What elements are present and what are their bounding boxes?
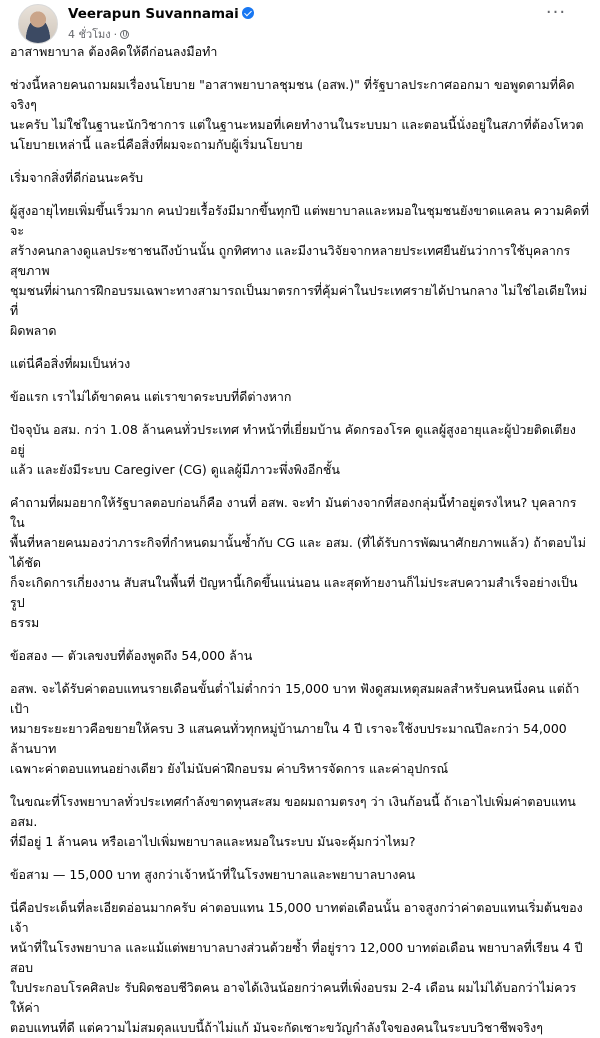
paragraph-compensation: นี่คือประเด็นที่ละเอียดอ่อนมากครับ ค่าตอบแทน 15,000 บาทต่อเดือนนั้น อาจสูงกว่าค่าตอบแทนเริ่มต้นของเจ้า หน้าที่ในโรงพยาบาล และแม้แต่พยาบาลบางส่วนด้วยซ้ำ ที่อยู่ราว 12,000 บาทต่อเดือน พยาบาลที่เรียน 4 ปี สอบ ใบประกอบโรคศิลปะ รับผิดชอบชีวิตคน อาจได้เงินน้อยกว่าคนที่เพิ่งอบรม 2-4 เดือน ผมไม่ได้บอกว่าไม่ควรให้ค่า ตอบแทนที่ดี แต่ความไม่สมดุลแบบนี้ถ้าไม่แก้ มันจะกัดเซาะขวัญกำลังใจของคนในระบบวิชาชีพจริงๆ [10, 900, 583, 1035]
paragraph-aging: ผู้สูงอายุไทยเพิ่มขึ้นเร็วมาก คนป่วยเรื้อรังมีมากขึ้นทุกปี แต่พยาบาลและหมอในชุมชนยังขาดแคลน ความคิดที่จะ สร้างคนกลางดูแลประชาชนถึงบ้านนั้น ถูกทิศทาง และมีงานวิจัยจากหลายประเทศยืนยันว่าการใช้บุคลากรสุขภาพ ชุมชนที่ผ่านการฝึกอบรมเฉพาะทางสามารถเป็นมาตรการที่คุ้มค่าในประเทศรายได้ปานกลาง ไม่ใช่ไอเดียใหม่ที่ ผิดพลาด [10, 203, 590, 338]
avatar[interactable] [18, 4, 58, 44]
author-name-text[interactable]: Veerapun Suvannamai [68, 6, 239, 22]
meta-separator: · [113, 28, 118, 41]
post-time[interactable]: 4 ชั่วโมง [68, 28, 111, 41]
paragraph-hospitals: ในขณะที่โรงพยาบาลทั่วประเทศกำลังขาดทุนสะสม ขอผมถามตรงๆ ว่า เงินก้อนนี้ ถ้าเอาไปเพิ่มค่าตอบแทน อสม. ที่มีอยู่ 1 ล้านคน หรือเอาไปเพิ่มพยาบาลและหมอในระบบ มันจะคุ้มกว่าไหม? [10, 794, 576, 849]
more-options-button[interactable]: ··· [545, 2, 567, 23]
post-body [10, 42, 590, 1038]
paragraph-concern: แต่นี่คือสิ่งที่ผมเป็นห่วง [10, 356, 131, 371]
post-meta [68, 25, 129, 43]
paragraph-intro: ช่วงนี้หลายคนถามผมเรื่องนโยบาย "อาสาพยาบาลชุมชน (อสพ.)" ที่รัฐบาลประกาศออกมา ขอพูดตามที่คิดจริงๆ นะครับ ไม่ใช่ในฐานะนักวิชาการ แต่ในฐานะหมอที่เคยทำงานในระบบมา และตอนนี้นั่งอยู่ในสภาที่ต้องโหวต นโยบายเหล่านี้ และนี่คือสิ่งที่ผมจะถามกับผู้เริ่มนโยบาย [10, 77, 584, 152]
paragraph-point-three: ข้อสาม — 15,000 บาท สูงกว่าเจ้าหน้าที่ในโรงพยาบาลและพยาบาลบางคน [10, 867, 416, 882]
paragraph-point-one: ข้อแรก เราไม่ได้ขาดคน แต่เราขาดระบบที่ดีต่างหาก [10, 389, 292, 404]
post-header [10, 0, 590, 44]
paragraph-good-start: เริ่มจากสิ่งที่ดีก่อนนะครับ [10, 170, 144, 185]
paragraph-question: คำถามที่ผมอยากให้รัฐบาลตอบก่อนก็คือ งานที่ อสพ. จะทำ มันต่างจากที่สองกลุ่มนี้ทำอยู่ตรงไหน? บุคลากรใน พื้นที่หลายคนมองว่าภาระกิจที่กำหนดมานั้นซ้ำกับ CG และ อสม. (ที่ได้รับการพัฒนาศักยภาพแล้ว) ถ้าตอบไม่ได้ชัด ก็จะเกิดการเกี่ยงงาน สับสนในพื้นที่ ปัญหานี้เกิดขึ้นแน่นอน และสุดท้ายงานก็ไม่ประสบความสำเร็จอย่างเป็นรูป ธรรม [10, 495, 586, 630]
paragraph-current-volunteers: ปัจจุบัน อสม. กว่า 1.08 ล้านคนทั่วประเทศ ทำหน้าที่เยี่ยมบ้าน คัดกรองโรค ดูแลผู้สูงอายุและผู้ป่วยติดเตียงอยู่ แล้ว และยังมีระบบ Caregiver (CG) ดูแลผู้มีภาวะพึ่งพิงอีกชั้น [10, 422, 576, 477]
paragraph-title: อาสาพยาบาล ต้องคิดให้ดีก่อนลงมือทำ [10, 44, 218, 59]
paragraph-budget: อสพ. จะได้รับค่าตอบแทนรายเดือนขั้นต่ำไม่ต่ำกว่า 15,000 บาท ฟังดูสมเหตุสมผลสำหรับคนหนึ่งคน แต่ถ้าเป้า หมายระยะยาวคือขยายให้ครบ 3 แสนคนทั่วทุกหมู่บ้านภายใน 4 ปี เราจะใช้งบประมาณปีละกว่า 54,000 ล้านบาท เฉพาะค่าตอบแทนอย่างเดียว ยังไม่นับค่าฝึกอบรม ค่าบริหารจัดการ และค่าอุปกรณ์ [10, 681, 580, 776]
globe-icon [120, 30, 129, 39]
verified-badge-icon [242, 7, 254, 19]
paragraph-point-two: ข้อสอง — ตัวเลขงบที่ต้องพูดถึง 54,000 ล้าน [10, 648, 253, 663]
author-name[interactable] [68, 6, 254, 22]
